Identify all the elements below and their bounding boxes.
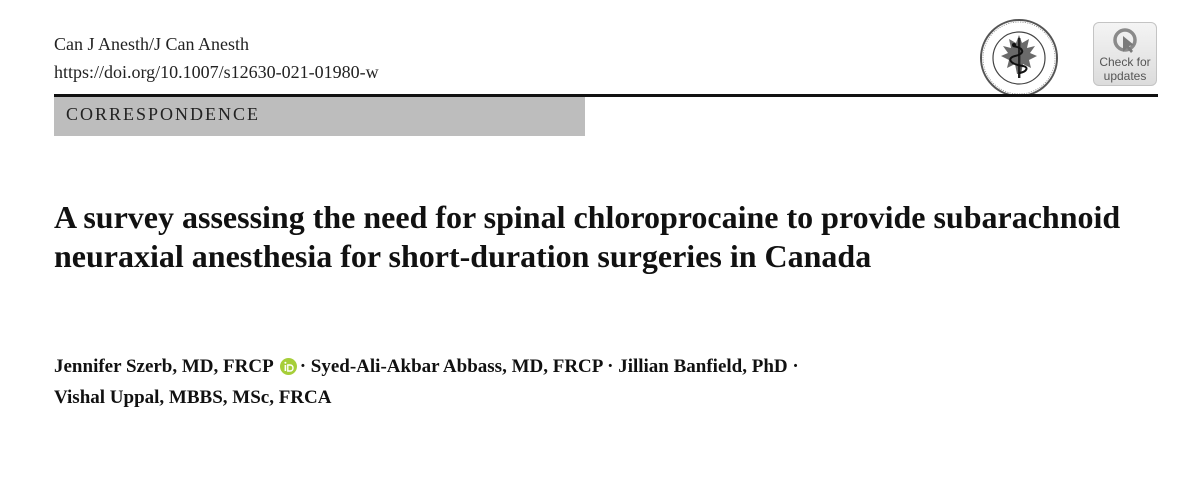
author-separator: · — [792, 356, 799, 377]
author-uppal[interactable]: Vishal Uppal, MBBS, MSc, FRCA — [54, 387, 332, 408]
journal-name: Can J Anesth/J Can Anesth — [54, 34, 250, 54]
author-separator: · — [607, 356, 614, 377]
check-for-updates-line1: Check for — [1099, 55, 1151, 69]
doi-link[interactable]: https://doi.org/10.1007/s12630-021-01980-w — [54, 62, 379, 82]
section-label: CORRESPONDENCE — [66, 104, 261, 124]
author-banfield[interactable]: Jillian Banfield, PhD — [618, 356, 788, 377]
author-list — [54, 353, 1154, 412]
society-seal-logo — [979, 18, 1059, 98]
section-bar — [54, 97, 585, 136]
article-title: A survey assessing the need for spinal chloroprocaine to provide subarachnoid neuraxial anesthesia for short-duration surgeries in Canada — [54, 199, 1121, 274]
journal-info — [54, 30, 379, 86]
check-for-updates-line2: updates — [1103, 69, 1147, 83]
author-separator: · — [299, 356, 307, 377]
author-szerb[interactable]: Jennifer Szerb, MD, FRCP — [54, 356, 274, 377]
orcid-icon[interactable] — [280, 356, 297, 384]
check-for-updates-icon — [1113, 28, 1137, 54]
check-for-updates-button[interactable] — [1093, 22, 1157, 86]
author-abbass[interactable]: Syed-Ali-Akbar Abbass, MD, FRCP — [310, 356, 603, 377]
